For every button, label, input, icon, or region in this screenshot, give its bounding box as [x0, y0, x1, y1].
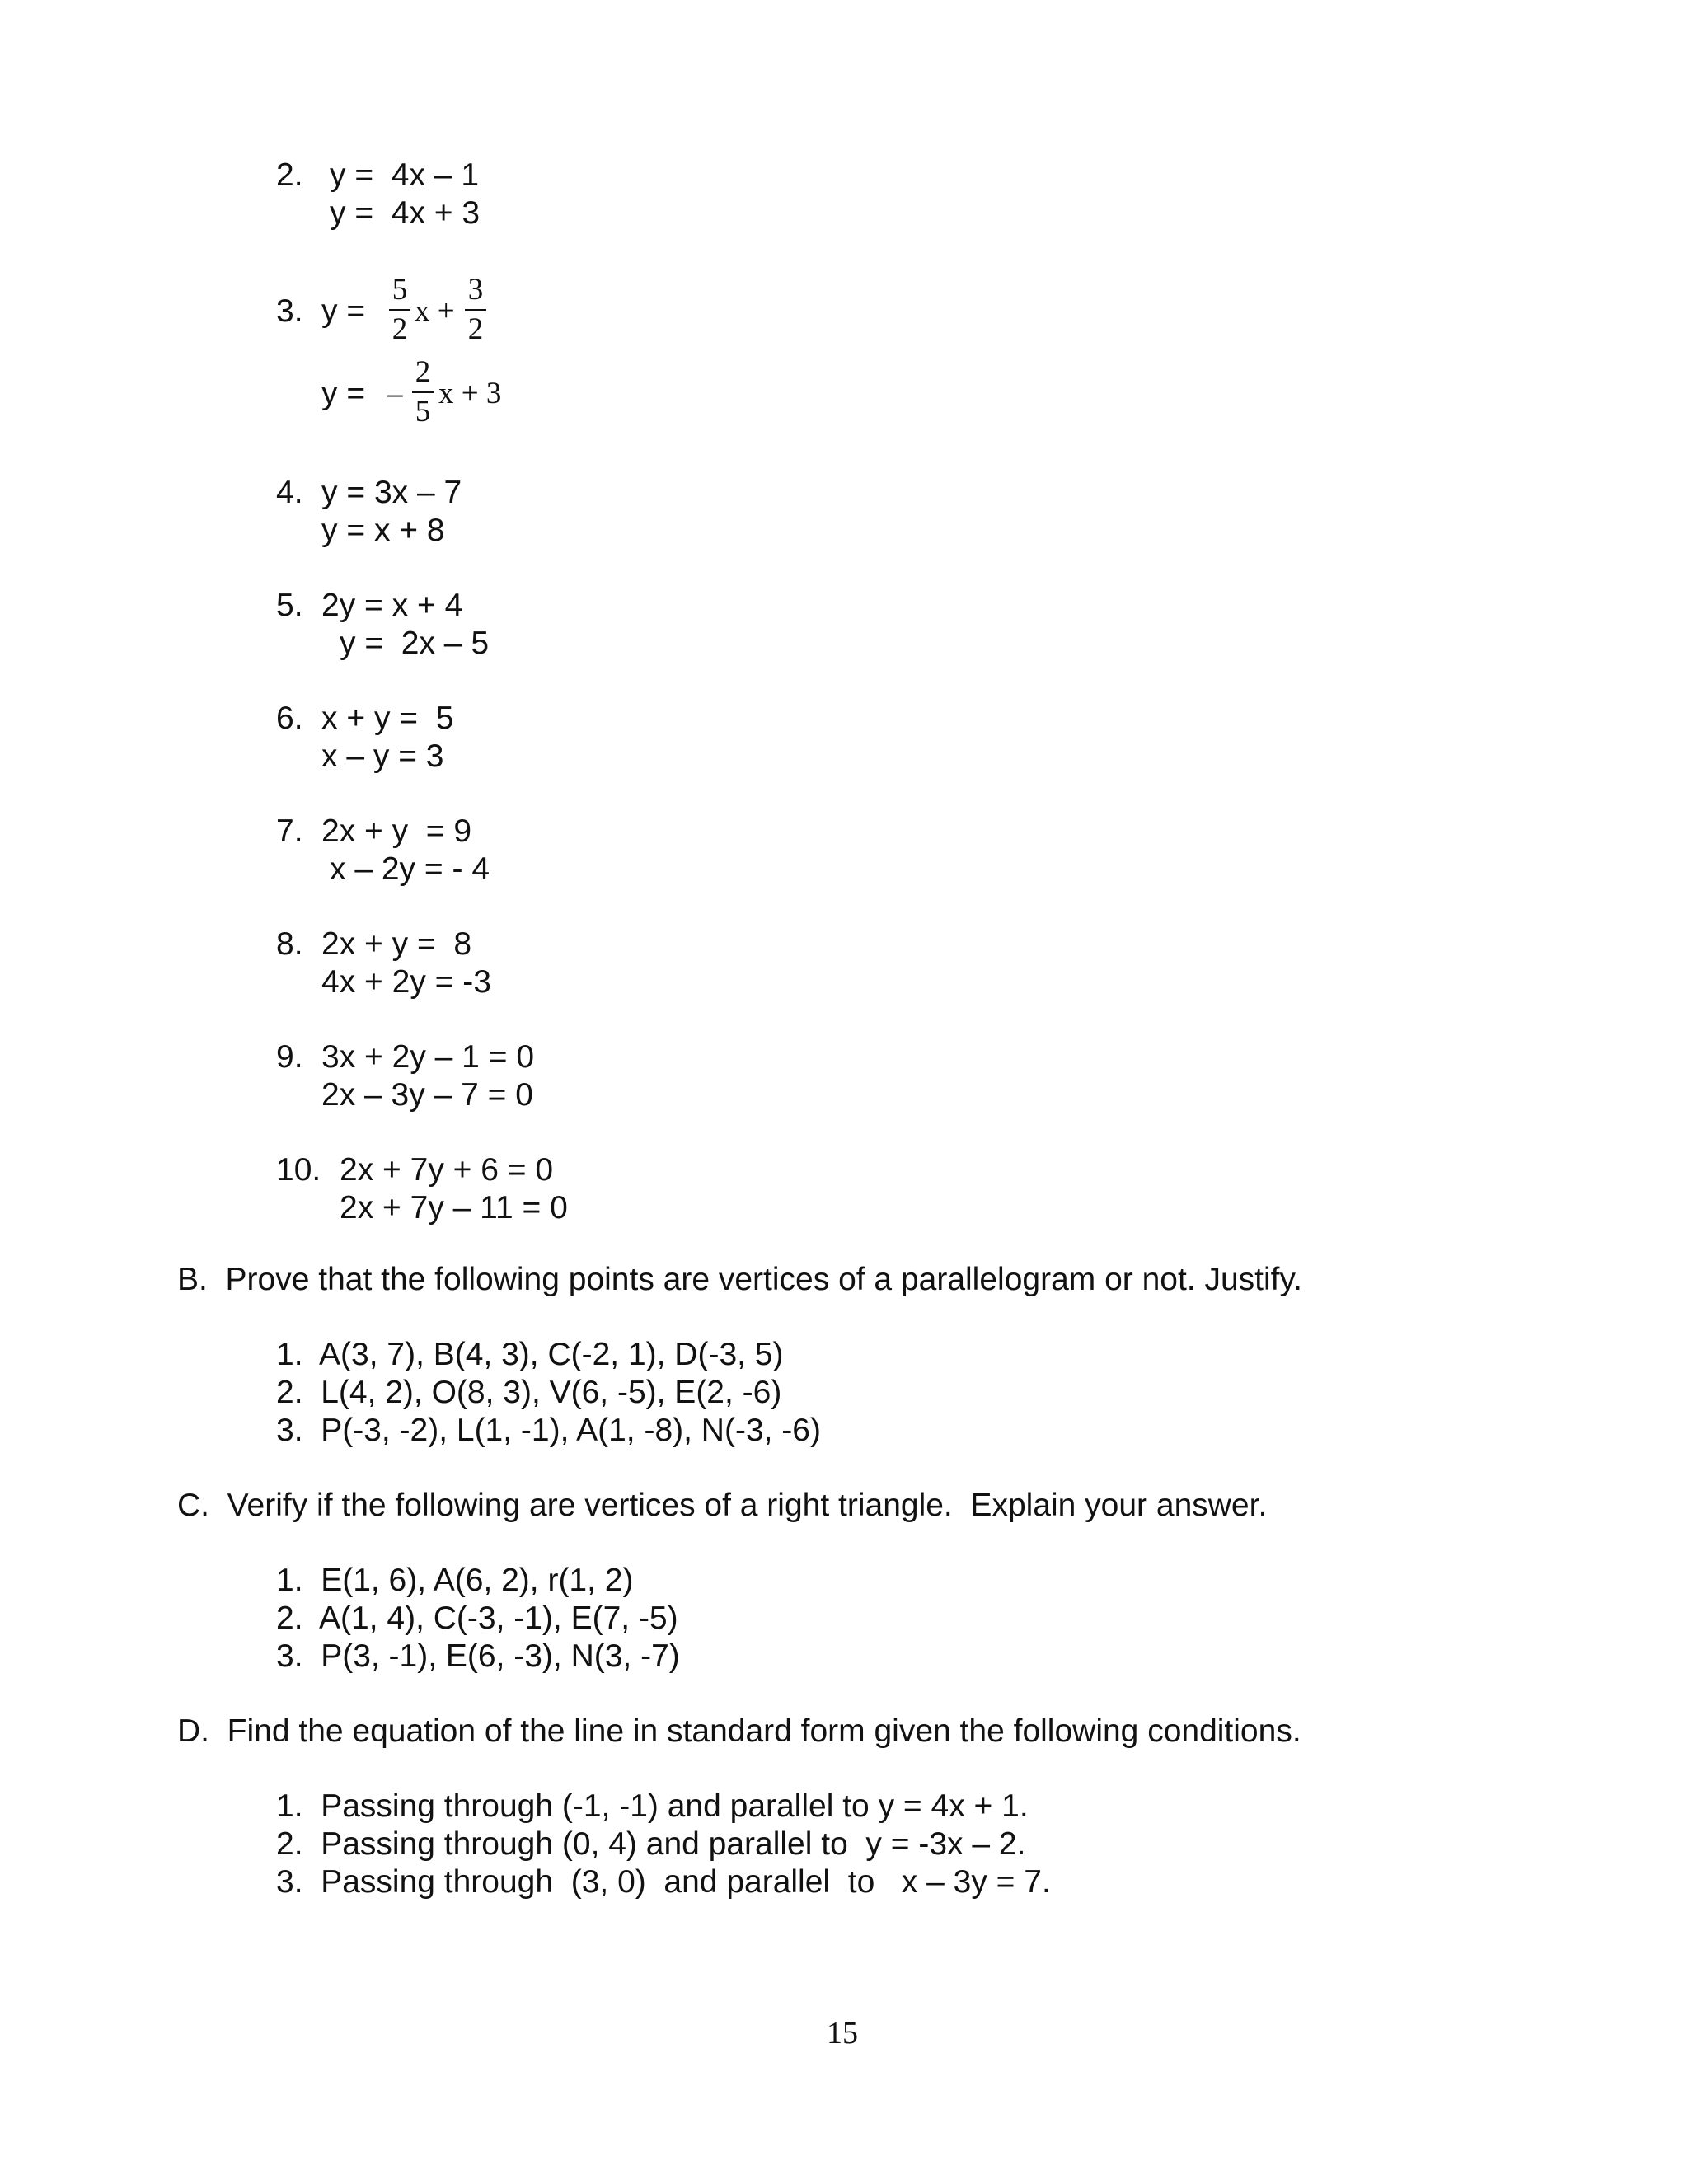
item-number: 10. — [276, 1152, 321, 1188]
item-number: 3. — [276, 293, 303, 329]
item-number: 8. — [276, 926, 303, 962]
section-b-heading: B. Prove that the following points are vertices of a parallelogram or not. Justify. — [177, 1262, 1302, 1297]
equation-1: x + y = 5 — [321, 701, 454, 736]
equation-2: 2x + 7y – 11 = 0 — [340, 1190, 568, 1226]
numerator: 5 — [392, 273, 408, 307]
item-number: 2. — [276, 157, 303, 193]
numerator: 2 — [415, 355, 431, 389]
fraction-bar — [465, 309, 486, 311]
equation-2-tail: x + 3 — [438, 377, 502, 410]
section-d-item-2: 2. Passing through (0, 4) and parallel to y = -3x – 2. — [276, 1826, 1026, 1862]
equation-1: 3x + 2y – 1 = 0 — [321, 1039, 535, 1075]
page-number: 15 — [827, 2016, 858, 2050]
denominator: 2 — [467, 312, 484, 346]
section-b-item-1: 1. A(3, 7), B(4, 3), C(-2, 1), D(-3, 5) — [276, 1337, 784, 1372]
section-c-item-3: 3. P(3, -1), E(6, -3), N(3, -7) — [276, 1638, 680, 1674]
section-b-item-3: 3. P(-3, -2), L(1, -1), A(1, -8), N(-3, -6) — [276, 1413, 821, 1448]
equation-2: 2x – 3y – 7 = 0 — [321, 1077, 533, 1113]
minus-sign: – — [387, 377, 403, 410]
equation-2: y = 4x + 3 — [330, 195, 481, 231]
equation-2: x – 2y = - 4 — [330, 851, 490, 887]
fraction-bar — [412, 391, 434, 393]
equation-2: x – y = 3 — [321, 738, 444, 774]
section-c-heading: C. Verify if the following are vertices of a right triangle. Explain your answer. — [177, 1488, 1268, 1523]
denominator: 2 — [392, 312, 408, 346]
section-c-item-1: 1. E(1, 6), A(6, 2), r(1, 2) — [276, 1563, 634, 1598]
item-number: 6. — [276, 701, 303, 736]
equation-1-mid: x + — [415, 294, 455, 328]
section-b-item-2: 2. L(4, 2), O(8, 3), V(6, -5), E(2, -6) — [276, 1375, 782, 1410]
equation-2: 4x + 2y = -3 — [321, 964, 491, 1000]
item-number: 9. — [276, 1039, 303, 1075]
section-d-item-1: 1. Passing through (-1, -1) and parallel to y = 4x + 1. — [276, 1788, 1029, 1824]
equation-1: 2x + 7y + 6 = 0 — [340, 1152, 554, 1188]
equation-1: y = 3x – 7 — [321, 475, 462, 510]
equation-1: 2y = x + 4 — [321, 588, 463, 623]
item-number: 5. — [276, 588, 303, 623]
equation-1: 2x + y = 9 — [321, 813, 472, 849]
section-c-item-2: 2. A(1, 4), C(-3, -1), E(7, -5) — [276, 1601, 678, 1636]
equation-2: y = 2x – 5 — [340, 626, 490, 661]
fraction-bar — [389, 309, 410, 311]
section-d-item-3: 3. Passing through (3, 0) and parallel to x – 3y = 7. — [276, 1864, 1051, 1900]
equation-2: y = x + 8 — [321, 513, 445, 548]
equation-2-prefix: y = — [321, 376, 366, 411]
item-number: 4. — [276, 475, 303, 510]
equation-1: 2x + y = 8 — [321, 926, 472, 962]
numerator: 3 — [467, 273, 484, 307]
equation-1-prefix: y = — [321, 293, 366, 329]
denominator: 5 — [415, 395, 431, 429]
equation-1: y = 4x – 1 — [330, 157, 480, 193]
item-number: 7. — [276, 813, 303, 849]
section-d-heading: D. Find the equation of the line in standard form given the following conditions. — [177, 1713, 1301, 1749]
